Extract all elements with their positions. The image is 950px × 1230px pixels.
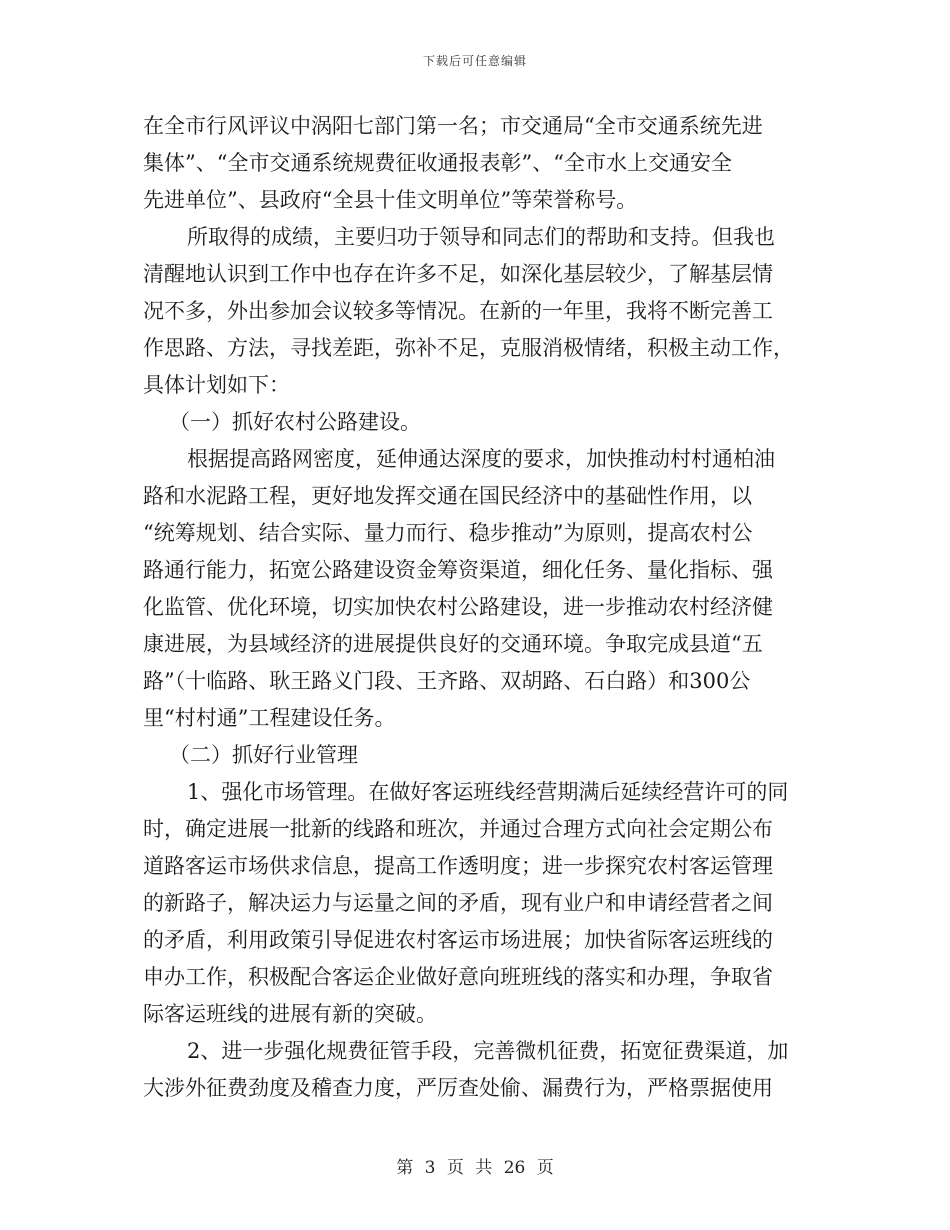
paragraph-line: 里“村村通”工程建设任务。 xyxy=(143,706,396,730)
section-heading: （二）抓好行业管理 xyxy=(169,743,358,767)
paragraph-line: 申办工作，积极配合客运企业做好意向班班线的落实和办理，争取省 xyxy=(143,965,773,989)
paragraph-line: 具体计划如下： xyxy=(143,373,290,397)
paragraph-line: 1、强化市场管理。在做好客运班线经营期满后延续经营许可的同 xyxy=(187,780,789,804)
paragraph-line: 道路客运市场供求信息，提高工作透明度；进一步探究农村客运管理 xyxy=(143,854,773,878)
paragraph-line: 况不多，外出参加会议较多等情况。在新的一年里，我将不断完善工 xyxy=(143,299,773,323)
paragraph-line: 集体”、“全市交通系统规费征收通报表彰”、“全市水上交通安全 xyxy=(143,151,732,175)
paragraph-line: 路”（十临路、耿王路义门段、王齐路、双胡路、石白路）和300公 xyxy=(143,669,751,693)
paragraph-line: 际客运班线的进展有新的突破。 xyxy=(143,1002,437,1026)
paragraph-line: 康进展，为县域经济的进展提供良好的交通环境。争取完成县道“五 xyxy=(143,632,763,656)
paragraph-line: 根据提高路网密度，延伸通达深度的要求，加快推动村村通柏油 xyxy=(187,447,775,471)
paragraph-line: 在全市行风评议中涡阳七部门第一名；市交通局“全市交通系统先进 xyxy=(143,114,763,138)
paragraph-line: 2、进一步强化规费征管手段，完善微机征费，拓宽征费渠道，加 xyxy=(187,1039,789,1063)
document-body xyxy=(143,108,805,1107)
paragraph-line: 先进单位”、县政府“全县十佳文明单位”等荣誉称号。 xyxy=(143,188,638,212)
section-heading: （一）抓好农村公路建设。 xyxy=(169,410,421,434)
page-footer: 第 3 页 共 26 页 xyxy=(396,1158,554,1178)
paragraph-line: 作思路、方法，寻找差距，弥补不足，克服消极情绪，积极主动工作， xyxy=(143,336,794,360)
paragraph-line: 化监管、优化环境，切实加快农村公路建设，进一步推动农村经济健 xyxy=(143,595,773,619)
paragraph-line: 所取得的成绩，主要归功于领导和同志们的帮助和支持。但我也 xyxy=(187,225,775,249)
paragraph-line: 时，确定进展一批新的线路和班次，并通过合理方式向社会定期公布 xyxy=(143,817,773,841)
paragraph-line: 路和水泥路工程，更好地发挥交通在国民经济中的基础性作用，以 xyxy=(143,484,752,508)
paragraph-line: 的新路子，解决运力与运量之间的矛盾，现有业户和申请经营者之间 xyxy=(143,891,773,915)
paragraph-line: 的矛盾，利用政策引导促进农村客运市场进展；加快省际客运班线的 xyxy=(143,928,773,952)
page-header: 下载后可任意编辑 xyxy=(422,54,527,68)
paragraph-line: 大涉外征费劲度及稽查力度，严厉查处偷、漏费行为，严格票据使用 xyxy=(143,1076,773,1100)
paragraph-line: 路通行能力，拓宽公路建设资金筹资渠道，细化任务、量化指标、强 xyxy=(143,558,773,582)
paragraph-line: 清醒地认识到工作中也存在许多不足，如深化基层较少，了解基层情 xyxy=(143,262,773,286)
paragraph-line: “统筹规划、结合实际、量力而行、稳步推动”为原则，提高农村公 xyxy=(143,521,753,545)
